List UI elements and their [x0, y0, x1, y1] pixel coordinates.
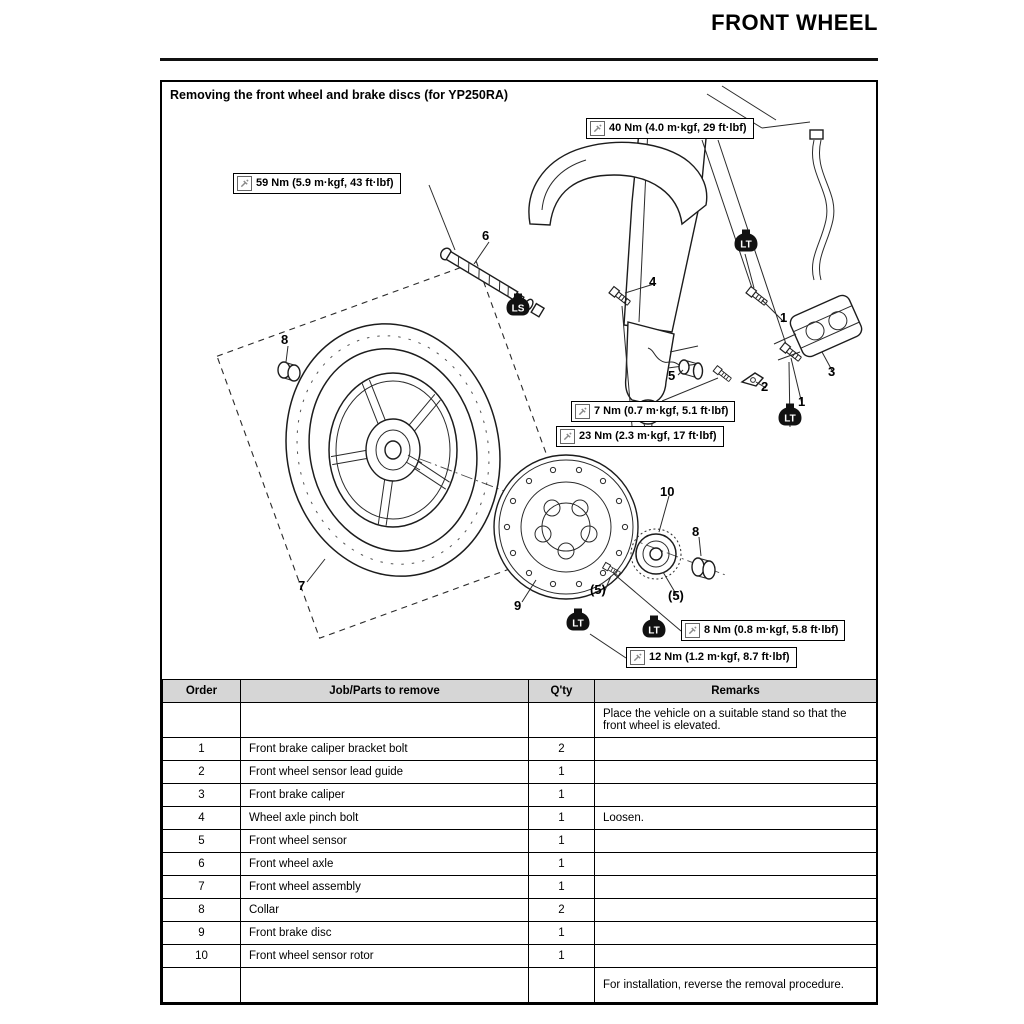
figure-caption: Removing the front wheel and brake discs (for YP250RA) — [170, 88, 509, 102]
table-header-row — [163, 680, 877, 703]
order-cell: 9 — [163, 922, 241, 945]
part-label-lead-guide: 2 — [761, 379, 769, 394]
remarks-cell: Loosen. — [595, 807, 877, 830]
torque-callout-59nm — [233, 173, 401, 194]
part-label-sensor: 5 — [668, 368, 676, 383]
qty-cell: 2 — [529, 899, 595, 922]
sensor-bolt-drawing — [713, 366, 732, 383]
table-row — [163, 761, 877, 784]
job-cell: Front brake caliper — [241, 784, 529, 807]
order-cell: 2 — [163, 761, 241, 784]
part-label-caliper: 3 — [828, 364, 836, 379]
qty-cell: 1 — [529, 945, 595, 968]
table-row — [163, 784, 877, 807]
part-label-caliper-bolt-upper: 1 — [780, 310, 788, 325]
torque-value: 8 Nm (0.8 m·kgf, 5.8 ft·lbf) — [704, 624, 839, 637]
remarks-cell — [595, 945, 877, 968]
torque-callout-23nm — [556, 426, 724, 447]
job-cell — [241, 703, 529, 738]
loctite-icon — [564, 607, 592, 632]
wrench-icon — [237, 176, 252, 191]
svg-text:LT: LT — [648, 625, 660, 637]
job-cell: Front wheel axle — [241, 853, 529, 876]
torque-value: 59 Nm (5.9 m·kgf, 43 ft·lbf) — [256, 177, 394, 190]
job-cell: Front brake caliper bracket bolt — [241, 738, 529, 761]
qty-cell: 1 — [529, 807, 595, 830]
torque-value: 12 Nm (1.2 m·kgf, 8.7 ft·lbf) — [649, 651, 790, 664]
order-cell: 1 — [163, 738, 241, 761]
job-cell: Collar — [241, 899, 529, 922]
torque-callout-7nm — [571, 401, 735, 422]
qty-cell: 1 — [529, 922, 595, 945]
table-row — [163, 738, 877, 761]
collar-left-drawing — [278, 362, 300, 381]
page-title: FRONT WHEEL — [711, 10, 878, 35]
qty-cell: 1 — [529, 830, 595, 853]
brake-hose-drawing — [810, 130, 834, 280]
order-cell: 10 — [163, 945, 241, 968]
table-row — [163, 899, 877, 922]
qty-label-disc-bolts: (5) — [590, 582, 606, 597]
remarks-cell — [595, 761, 877, 784]
collar-right-drawing — [692, 558, 715, 579]
job-cell: Front wheel sensor rotor — [241, 945, 529, 968]
svg-text:LT: LT — [572, 618, 584, 630]
header-rule — [160, 58, 878, 61]
torque-callout-8nm — [681, 620, 845, 641]
qty-cell: 1 — [529, 784, 595, 807]
part-label-axle: 6 — [482, 228, 490, 243]
front-wheel-drawing — [263, 304, 523, 597]
wrench-icon — [630, 650, 645, 665]
part-label-wheel: 7 — [298, 578, 306, 593]
qty-cell: 1 — [529, 761, 595, 784]
sensor-rotor-drawing — [631, 529, 681, 579]
remarks-cell — [595, 784, 877, 807]
order-cell: 8 — [163, 899, 241, 922]
table-row — [163, 830, 877, 853]
table-row — [163, 703, 877, 738]
remarks-cell — [595, 899, 877, 922]
torque-value: 7 Nm (0.7 m·kgf, 5.1 ft·lbf) — [594, 405, 729, 418]
wrench-icon — [575, 404, 590, 419]
order-cell: 4 — [163, 807, 241, 830]
job-cell: Wheel axle pinch bolt — [241, 807, 529, 830]
wrench-icon — [590, 121, 605, 136]
col-header-remarks: Remarks — [595, 680, 877, 703]
parts-table — [162, 679, 877, 1003]
torque-value: 40 Nm (4.0 m·kgf, 29 ft·lbf) — [609, 122, 747, 135]
job-cell: Front wheel sensor lead guide — [241, 761, 529, 784]
remarks-cell — [595, 853, 877, 876]
wrench-icon — [560, 429, 575, 444]
remarks-cell: Place the vehicle on a suitable stand so that the front wheel is elevated. — [595, 703, 877, 738]
part-label-caliper-bolt-lower: 1 — [798, 394, 806, 409]
order-cell: 5 — [163, 830, 241, 853]
part-label-brake-disc: 9 — [514, 598, 522, 613]
table-row — [163, 945, 877, 968]
qty-cell: 2 — [529, 738, 595, 761]
torque-callout-40nm — [586, 118, 754, 139]
grease-icon — [504, 292, 532, 317]
remarks-cell — [595, 922, 877, 945]
order-cell: 6 — [163, 853, 241, 876]
table-row — [163, 968, 877, 1003]
order-cell — [163, 968, 241, 1003]
loctite-icon — [640, 614, 668, 639]
order-cell: 7 — [163, 876, 241, 899]
qty-cell — [529, 968, 595, 1003]
loctite-icon — [776, 402, 804, 427]
qty-cell: 1 — [529, 876, 595, 899]
order-cell — [163, 703, 241, 738]
table-row — [163, 876, 877, 899]
col-header-job: Job/Parts to remove — [241, 680, 529, 703]
qty-label-rotor-bolts: (5) — [668, 588, 684, 603]
remarks-cell — [595, 830, 877, 853]
remarks-cell: For installation, reverse the removal procedure. — [595, 968, 877, 1003]
job-cell: Front brake disc — [241, 922, 529, 945]
part-label-collar-right: 8 — [692, 524, 700, 539]
figure-box — [160, 80, 878, 1005]
table-row — [163, 807, 877, 830]
exploded-diagram — [162, 82, 876, 679]
loctite-icon — [732, 228, 760, 253]
remarks-cell — [595, 876, 877, 899]
svg-text:LT: LT — [784, 413, 796, 425]
remarks-cell — [595, 738, 877, 761]
part-label-pinch-bolt: 4 — [649, 274, 657, 289]
svg-text:LT: LT — [740, 239, 752, 251]
order-cell: 3 — [163, 784, 241, 807]
svg-text:LS: LS — [511, 303, 525, 315]
col-header-order: Order — [163, 680, 241, 703]
diagram-art — [162, 82, 876, 679]
qty-cell: 1 — [529, 853, 595, 876]
table-row — [163, 922, 877, 945]
torque-callout-12nm — [626, 647, 797, 668]
job-cell — [241, 968, 529, 1003]
torque-value: 23 Nm (2.3 m·kgf, 17 ft·lbf) — [579, 430, 717, 443]
wrench-icon — [685, 623, 700, 638]
col-header-qty: Q'ty — [529, 680, 595, 703]
part-label-sensor-rotor: 10 — [660, 484, 675, 499]
job-cell: Front wheel assembly — [241, 876, 529, 899]
part-label-collar-left: 8 — [281, 332, 289, 347]
qty-cell — [529, 703, 595, 738]
brake-disc-drawing — [494, 455, 638, 599]
table-row — [163, 853, 877, 876]
job-cell: Front wheel sensor — [241, 830, 529, 853]
